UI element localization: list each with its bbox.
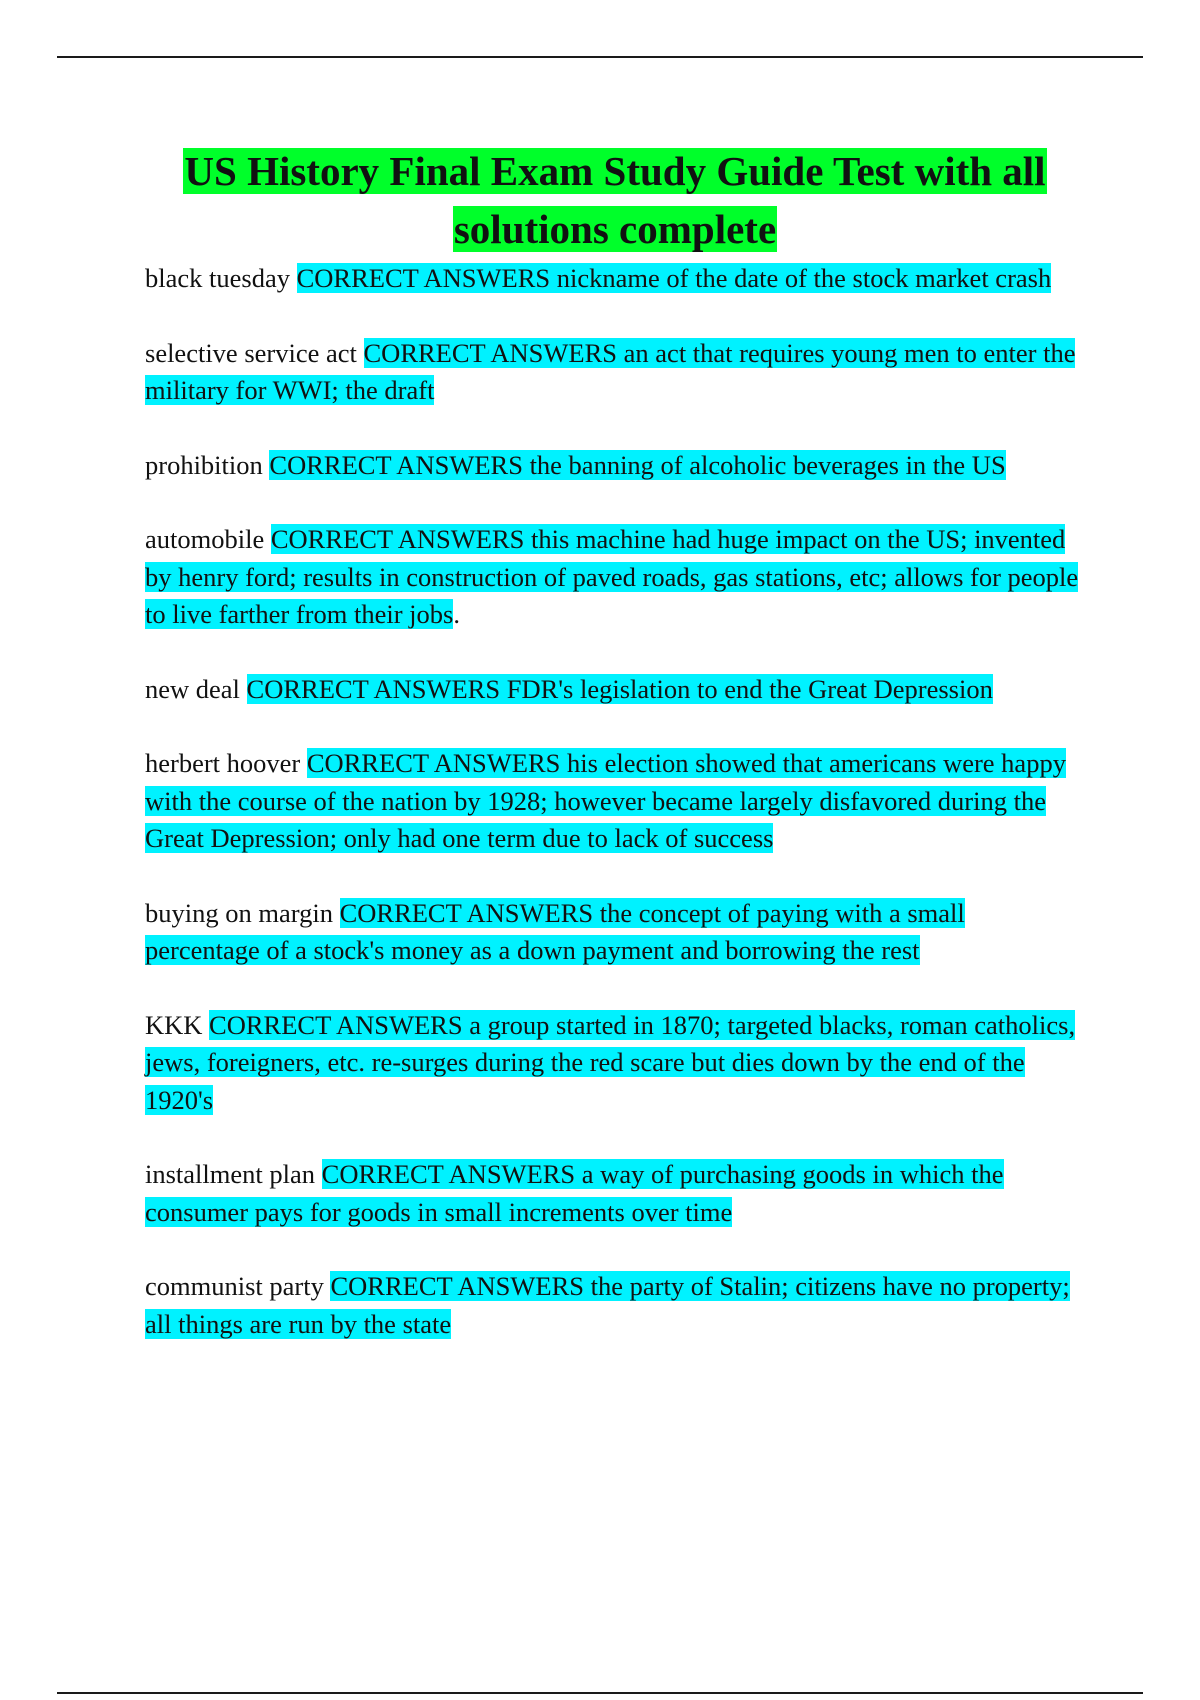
top-rule — [57, 56, 1143, 58]
flashcard-entry — [145, 260, 1085, 298]
answer-label: CORRECT ANSWERS — [339, 897, 594, 928]
answer-label: CORRECT ANSWERS — [269, 449, 523, 480]
answer-text: an act that requires young men to enter the military for WWI; the draft — [145, 337, 1076, 405]
answer-label: CORRECT ANSWERS — [296, 263, 551, 293]
entry-term: selective service act — [145, 337, 357, 368]
answer-text: nickname of the date of the stock market crash — [556, 263, 1052, 293]
flashcard-entry — [145, 335, 1085, 410]
flashcard-list — [145, 260, 1085, 1380]
entry-term: herbert hoover — [145, 748, 301, 778]
answer-label: CORRECT ANSWERS — [363, 337, 618, 368]
entry-term: KKK — [145, 1009, 203, 1040]
title-line-2: solutions complete — [453, 206, 777, 252]
flashcard-entry — [145, 1268, 1085, 1343]
entry-answer — [247, 674, 993, 704]
entry-term: buying on margin — [145, 897, 333, 928]
answer-text: this machine had huge impact on the US; invented by henry ford; results in construction of paved roads, gas stations, etc; allows for people to live farther from their jobs — [145, 524, 1079, 629]
flashcard-entry — [145, 671, 1085, 709]
entry-answer — [145, 1010, 1075, 1115]
answer-text: his election showed that americans were happy with the course of the nation by 1928; however became largely disfavored during the Great Depression; only had one term due to lack of success — [145, 748, 1066, 853]
entry-term: prohibition — [145, 449, 263, 480]
answer-label: CORRECT ANSWERS — [330, 1271, 585, 1301]
answer-text: the concept of paying with a small percentage of a stock's money as a down payment and borrowing the rest — [145, 897, 965, 965]
answer-label: CORRECT ANSWERS — [246, 673, 501, 704]
answer-text: FDR's legislation to end the Great Depression — [506, 673, 993, 704]
flashcard-entry — [145, 745, 1085, 858]
flashcard-entry — [145, 447, 1085, 485]
answer-label: CORRECT ANSWERS — [270, 524, 525, 554]
flashcard-entry — [145, 895, 1085, 970]
document-title — [140, 142, 1090, 258]
answer-text: the banning of alcoholic beverages in the US — [529, 449, 1006, 480]
entry-trail: . — [453, 599, 460, 629]
answer-label: CORRECT ANSWERS — [209, 1009, 463, 1040]
answer-text: a way of purchasing goods in which the consumer pays for goods in small increments over time — [145, 1159, 1004, 1227]
answer-label: CORRECT ANSWERS — [306, 748, 561, 778]
entry-term: installment plan — [145, 1159, 316, 1189]
entry-term: new deal — [145, 673, 240, 704]
entry-answer — [269, 450, 1005, 480]
entry-answer — [297, 263, 1052, 293]
entry-answer — [145, 524, 1078, 629]
flashcard-entry — [145, 1156, 1085, 1231]
title-line-1: US History Final Exam Study Guide Test with all — [184, 148, 1046, 194]
entry-term: black tuesday — [145, 263, 290, 293]
entry-term: communist party — [145, 1271, 324, 1301]
bottom-rule — [57, 1692, 1143, 1694]
flashcard-entry — [145, 1007, 1085, 1120]
flashcard-entry — [145, 521, 1085, 634]
answer-text: a group started in 1870; targeted blacks, roman catholics, jews, foreigners, etc. re-surges during the red scare but dies down by the end of the 1920's — [145, 1009, 1076, 1115]
answer-text: the party of Stalin; citizens have no property; all things are run by the state — [145, 1271, 1070, 1339]
entry-term: automobile — [145, 524, 265, 554]
answer-label: CORRECT ANSWERS — [321, 1159, 576, 1189]
